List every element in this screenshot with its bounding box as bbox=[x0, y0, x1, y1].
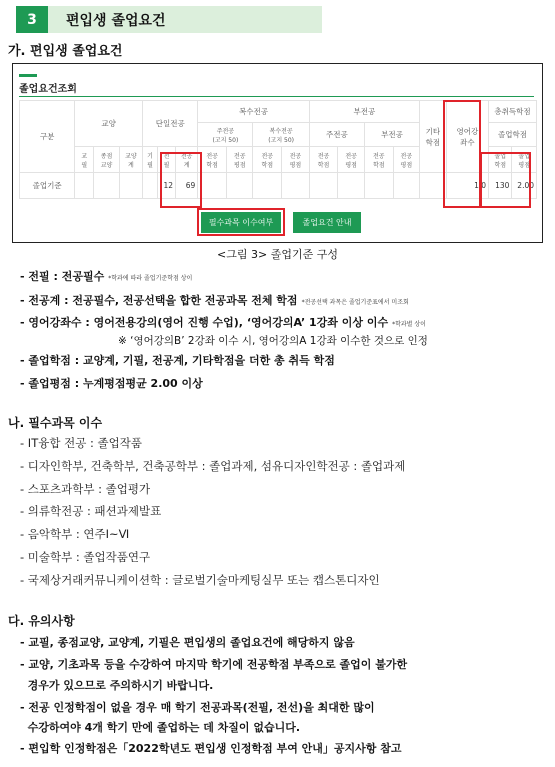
col-bokgong: 복수전공 bbox=[198, 101, 309, 123]
note-item: - 전공 인정학점이 없을 경우 매 학기 전공과목(전필, 전선)을 최대한 많이 bbox=[20, 701, 375, 714]
english-value: 1.0 bbox=[446, 173, 488, 199]
panel-title: 졸업요건조회 bbox=[19, 84, 77, 95]
title-accent-bar bbox=[19, 74, 37, 77]
col-gita: 기타 학점 bbox=[420, 101, 447, 173]
sub-header: 전공 평점 bbox=[226, 147, 253, 173]
section-header bbox=[16, 6, 322, 33]
section-number: 3 bbox=[16, 6, 48, 33]
sub-header: 전공 평점 bbox=[338, 147, 365, 173]
sub-header: 전공 평점 bbox=[282, 147, 310, 173]
sub-header: 전공 학점 bbox=[309, 147, 338, 173]
row-label: 졸업기준 bbox=[20, 173, 75, 199]
required-item: - IT융합 전공 : 졸업작품 bbox=[20, 436, 142, 450]
col-english: 영어강 좌수 bbox=[446, 101, 488, 173]
sub-header: 전공 평점 bbox=[393, 147, 420, 173]
required-item: - 스포츠과학부 : 졸업평가 bbox=[20, 482, 151, 496]
heading-c: 다. 유의사항 bbox=[8, 614, 75, 628]
sub-header: 교 필 bbox=[75, 147, 94, 173]
required-item: - 음악학부 : 연주Ⅰ~Ⅵ bbox=[20, 527, 130, 541]
highlight-grad bbox=[480, 152, 531, 208]
jeonpil-value: 12 bbox=[157, 173, 175, 199]
rule-item: - 전공계 : 전공필수, 전공선택을 합한 전공과목 전체 학점 *전공선택 과목은 졸업기준표에서 미조회 bbox=[20, 294, 409, 307]
sub-header: 졸업 평점 bbox=[512, 147, 537, 173]
sub-header: 전공 학점 bbox=[198, 147, 227, 173]
heading-b: 나. 필수과목 이수 bbox=[8, 416, 103, 430]
col-grad: 졸업학점 bbox=[489, 123, 537, 147]
rule-note: ※ ‘영어강의B’ 2강좌 이수 시, 영어강의A 1강좌 이수한 것으로 인정 bbox=[118, 335, 428, 347]
graduation-guide-button[interactable]: 졸업요건 안내 bbox=[293, 212, 361, 233]
col-bok-main: 주전공 (고지 50) bbox=[198, 123, 253, 147]
rule-item: - 졸업학점 : 교양계, 기필, 전공계, 기타학점을 더한 총 취득 학점 bbox=[20, 354, 335, 367]
required-item: - 미술학부 : 졸업작품연구 bbox=[20, 550, 151, 564]
grad-credits-value: 130 bbox=[489, 173, 512, 199]
col-total: 총취득학점 bbox=[489, 101, 537, 123]
note-item: - 교필, 종점교양, 교양계, 기필은 편입생의 졸업요건에 해당하지 않음 bbox=[20, 636, 355, 649]
col-bu-sub: 부전공 bbox=[364, 123, 419, 147]
sub-header: 종점 교양 bbox=[94, 147, 119, 173]
heading-a: 가. 편입생 졸업요건 bbox=[8, 44, 123, 59]
sub-header: 전공 계 bbox=[176, 147, 198, 173]
grad-gpa-value: 2.00 bbox=[512, 173, 537, 199]
graduation-requirements-panel bbox=[12, 63, 543, 243]
note-item: - 교양, 기초과목 등을 수강하여 마지막 학기에 전공학점 부족으로 졸업이 불가한 bbox=[20, 658, 408, 671]
note-item: 수강하여야 4개 학기 만에 졸업하는 데 차질이 없습니다. bbox=[20, 721, 301, 734]
note-item: - 편입학 인정학점은「2022학년도 편입생 인정학점 부여 안내」공지사항 참고 bbox=[20, 742, 402, 755]
rule-item: - 졸업평점 : 누계평점평균 2.00 이상 bbox=[20, 377, 203, 390]
required-courses-button[interactable]: 필수과목 이수여부 bbox=[201, 212, 281, 233]
figure-caption: <그림 3> 졸업기준 구성 bbox=[217, 248, 338, 261]
required-item: - 국제상거래커뮤니케이션학 : 글로벌기술마케팅실무 또는 캡스톤디자인 bbox=[20, 573, 380, 587]
section-title: 편입생 졸업요건 bbox=[66, 12, 166, 29]
col-bok-sub: 복수전공 (고지 50) bbox=[253, 123, 309, 147]
col-bu-main: 주전공 bbox=[309, 123, 364, 147]
note-item: 경우가 있으므로 주의하시기 바랍니다. bbox=[20, 679, 214, 692]
sub-header: 기 필 bbox=[143, 147, 158, 173]
col-dangong: 단일전공 bbox=[143, 101, 198, 147]
sub-header: 교양 계 bbox=[119, 147, 142, 173]
jeongong-gye-value: 69 bbox=[176, 173, 198, 199]
rule-item: - 전필 : 전공필수 *학과에 따라 졸업기준학점 상이 bbox=[20, 270, 193, 283]
col-gyoyang: 교양 bbox=[75, 101, 143, 147]
highlight-english bbox=[443, 100, 481, 208]
col-bugong: 부전공 bbox=[309, 101, 419, 123]
title-underline bbox=[19, 96, 534, 97]
sub-header: 전 필 bbox=[157, 147, 175, 173]
sub-header: 졸업 학점 bbox=[489, 147, 512, 173]
sub-header: 전공 학점 bbox=[253, 147, 282, 173]
rule-item: - 영어강좌수 : 영어전용강의(영어 진행 수업), ‘영어강의A’ 1강좌 이상 이수 *학과별 상이 bbox=[20, 316, 426, 329]
col-gubun: 구분 bbox=[20, 101, 75, 173]
highlight-major bbox=[160, 152, 202, 208]
sub-header: 전공 학점 bbox=[364, 147, 393, 173]
required-item: - 디자인학부, 건축학부, 건축공학부 : 졸업과제, 섬유디자인학전공 : 졸업과제 bbox=[20, 459, 406, 473]
required-item: - 의류학전공 : 패션과제발표 bbox=[20, 504, 162, 518]
